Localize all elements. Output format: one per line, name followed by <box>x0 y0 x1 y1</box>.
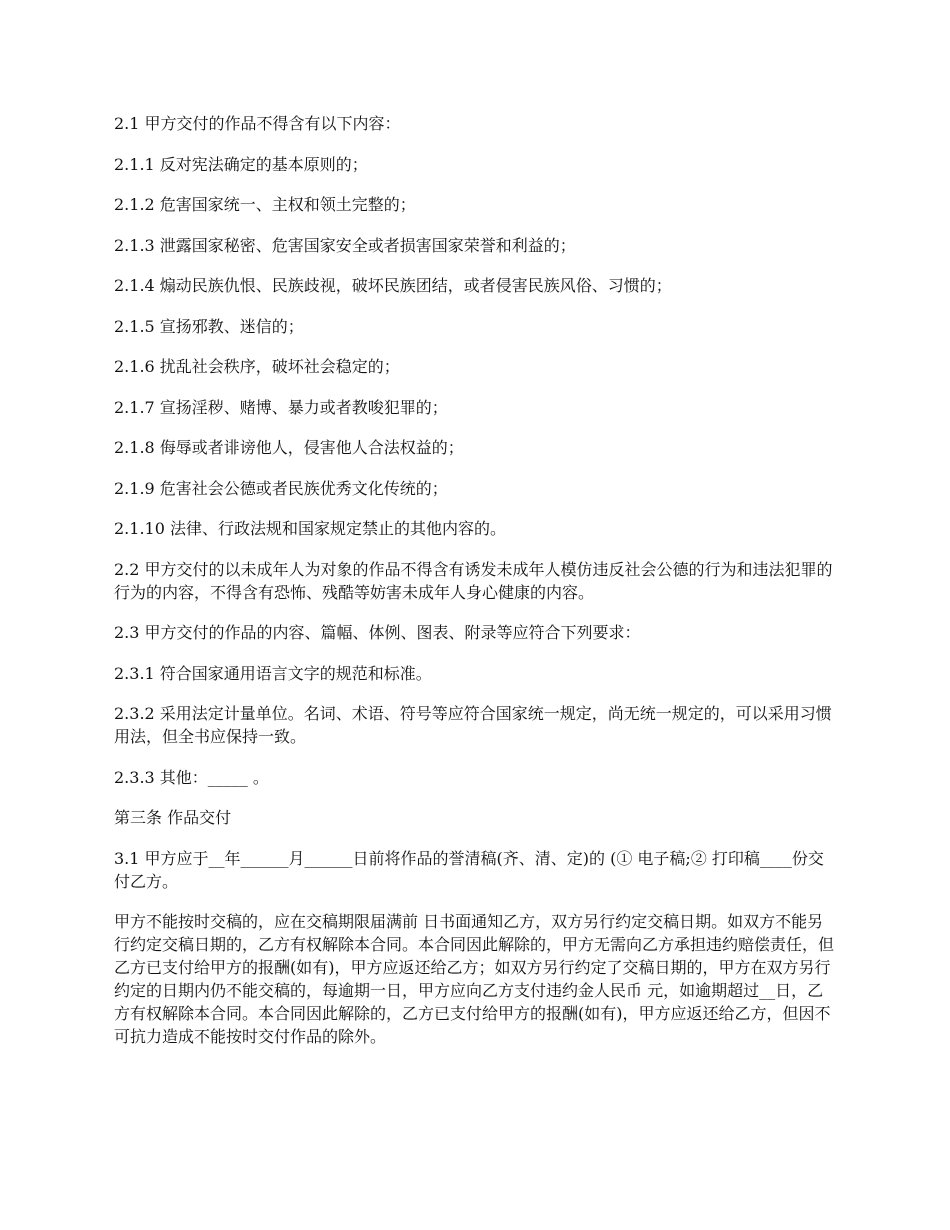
clause-2-1-4: 2.1.4 煽动民族仇恨、民族歧视，破坏民族团结，或者侵害民族风俗、习惯的； <box>114 276 672 295</box>
clause-2-1-7: 2.1.7 宣扬淫秽、赌博、暴力或者教唆犯罪的； <box>114 397 448 417</box>
clause-2-1-1: 2.1.1 反对宪法确定的基本原则的； <box>114 154 368 174</box>
clause-2-1: 2.1 甲方交付的作品不得含有以下内容： <box>114 114 401 133</box>
clause-2-1-5: 2.1.5 宣扬邪教、迷信的； <box>114 316 304 336</box>
clause-3-1: 3.1 甲方应于__年______月______日前将作品的誉清稿(齐、清、定)的 (① 电子稿;② 打印稿____份交付乙方。 <box>114 848 824 891</box>
clause-2-3-1: 2.3.1 符合国家通用语言文字的规范和标准。 <box>114 663 432 683</box>
clause-2-1-10: 2.1.10 法律、行政法规和国家规定禁止的其他内容的。 <box>114 519 506 538</box>
article-3-heading: 第三条 作品交付 <box>114 808 232 827</box>
clause-2-1-9: 2.1.9 危害社会公德或者民族优秀文化传统的； <box>114 478 448 498</box>
document-body <box>114 112 839 1066</box>
clause-2-1-6: 2.1.6 扰乱社会秩序，破坏社会稳定的； <box>114 357 400 376</box>
clause-2-3-3: 2.3.3 其他：_____ 。 <box>114 767 269 787</box>
clause-2-1-3: 2.1.3 泄露国家秘密、危害国家安全或者损害国家荣誉和利益的； <box>114 235 576 255</box>
clause-2-2: 2.2 甲方交付的以未成年人为对象的作品不得含有诱发未成年人模仿违反社会公德的行为和违法犯罪的行为的内容，不得含有恐怖、残酷等妨害未成年人身心健康的内容。 <box>114 559 833 602</box>
clause-2-1-8: 2.1.8 侮辱或者诽谤他人，侵害他人合法权益的； <box>114 438 464 457</box>
clause-2-3-2: 2.3.2 采用法定计量单位。名词、术语、符号等应符合国家统一规定，尚无统一规定的，可以采用习惯用法，但全书应保持一致。 <box>114 704 832 746</box>
clause-2-3: 2.3 甲方交付的作品的内容、篇幅、体例、图表、附录等应符合下列要求： <box>114 623 641 642</box>
clause-2-1-2: 2.1.2 危害国家统一、主权和领土完整的； <box>114 195 416 214</box>
late-delivery-paragraph: 甲方不能按时交稿的，应在交稿期限届满前 日书面通知乙方，双方另行约定交稿日期。如双方不能另行约定交稿日期的，乙方有权解除本合同。本合同因此解除的，甲方无需向乙方承担违约赔偿责任，但乙方已支付给甲方的报酬(如有)，甲方应返还给乙方；如双方另行约定了交稿日期的，甲方在双方另行约定的日期内仍不能交稿的，每逾期一日，甲方应向乙方支付违约金人民币 元，如逾期超过__日，乙方有权解除本合同。本合同因此解除的，乙方已支付给甲方的报酬(如有)，甲方应返还给乙方，但因不可抗力造成不能按时交付作品的除外。 <box>114 912 835 1046</box>
